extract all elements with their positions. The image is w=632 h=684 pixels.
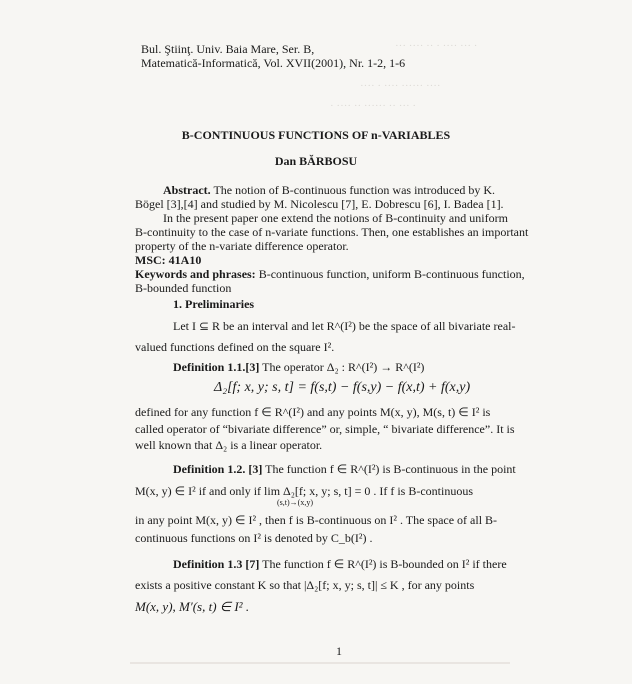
abstract-line3: In the present paper one extend the notions of B-continuity and uniform (163, 211, 508, 225)
definition-1-2-text: The function f ∈ R^(I²) is B-continuous in the point (262, 462, 516, 476)
abstract-line4: B-continuity to the case of n-variate functions. Then, one establishes an important (135, 225, 529, 239)
definition-1-3-line2: exists a positive constant K so that |Δ₂[f; x, y; s, t]| ≤ K , for any points (135, 578, 475, 592)
keywords-label: Keywords and phrases: (135, 267, 256, 281)
definition-1-2-line3: in any point M(x, y) ∈ I² , then f is B-continuous on I² . The space of all B- (135, 513, 498, 527)
msc-code: MSC: 41A10 (135, 253, 202, 267)
definition-1-2-line1 (173, 462, 516, 476)
section-heading: 1. Preliminaries (173, 297, 255, 311)
definition-1-2-line4: continuous functions on I² is denoted by C_b(I²) . (135, 531, 373, 545)
definition-1-1-label: Definition 1.1.[3] (173, 360, 260, 374)
keywords-line1 (135, 267, 525, 281)
limit-subscript: (s,t)→(x,y) (277, 498, 313, 507)
journal-header-line2: Matematică-Informatică, Vol. XVII(2001), Nr. 1-2, 1-6 (141, 56, 406, 70)
author-name: Dan BĂRBOSU (274, 154, 358, 168)
definition-1-2-line2: M(x, y) ∈ I² if and only if lim Δ₂[f; x, y; s, t] = 0 . If f is B-continuous (135, 484, 474, 498)
definition-1-1-line1 (173, 360, 424, 374)
abstract-line5: property of the n-variate difference operator. (135, 239, 349, 253)
definition-1-3-text: The function f ∈ R^(I²) is B-bounded on I² if there (259, 557, 507, 571)
paper-title: B-CONTINUOUS FUNCTIONS OF n-VARIABLES (181, 128, 451, 142)
abstract-text: The notion of B-continuous function was introduced by K. (210, 183, 496, 197)
keywords-text: B-continuous function, uniform B-continuous function, (255, 267, 525, 281)
abstract-label: Abstract. (163, 183, 211, 197)
definition-1-1-text: The operator Δ₂ : R^(I²) → R^(I²) (259, 360, 425, 374)
bleed-through-text: · ···· ·· ······ ·· ··· · (330, 100, 417, 112)
bleed-through-text: ···· · ···· ······ ···· (360, 80, 441, 92)
keywords-line2: B-bounded function (135, 281, 232, 295)
definition-1-3-label: Definition 1.3 [7] (173, 557, 260, 571)
scan-artifact-line (130, 662, 510, 664)
definition-1-3-line3: M(x, y), M′(s, t) ∈ I² . (135, 599, 250, 614)
abstract-line1 (163, 183, 495, 197)
definition-1-1-line3: called operator of “bivariate difference” or, simple, “ bivariate difference”. It is (135, 422, 515, 436)
page-number: 1 (336, 644, 342, 658)
abstract-line2: Bögel [3],[4] and studied by M. Nicolescu [7], E. Dobrescu [6], I. Badea [1]. (135, 197, 504, 211)
preliminaries-line1: Let I ⊆ R be an interval and let R^(I²) be the space of all bivariate real- (173, 319, 516, 333)
journal-header-line1: Bul. Ştiinţ. Univ. Baia Mare, Ser. B, (141, 42, 315, 56)
definition-1-3-line1 (173, 557, 507, 571)
definition-1-1-line2: defined for any function f ∈ R^(I²) and any points M(x, y), M(s, t) ∈ I² is (135, 405, 491, 419)
definition-1-2-label: Definition 1.2. [3] (173, 462, 263, 476)
bleed-through-text: ··· ···· ·· · ···· ··· · (395, 40, 478, 52)
preliminaries-line2: valued functions defined on the square I². (135, 340, 335, 354)
bivariate-difference-equation: Δ₂[f; x, y; s, t] = f(s,t) − f(s,y) − f(x,t) + f(x,y) (214, 380, 471, 395)
definition-1-1-line4: well known that Δ₂ is a linear operator. (135, 438, 323, 452)
